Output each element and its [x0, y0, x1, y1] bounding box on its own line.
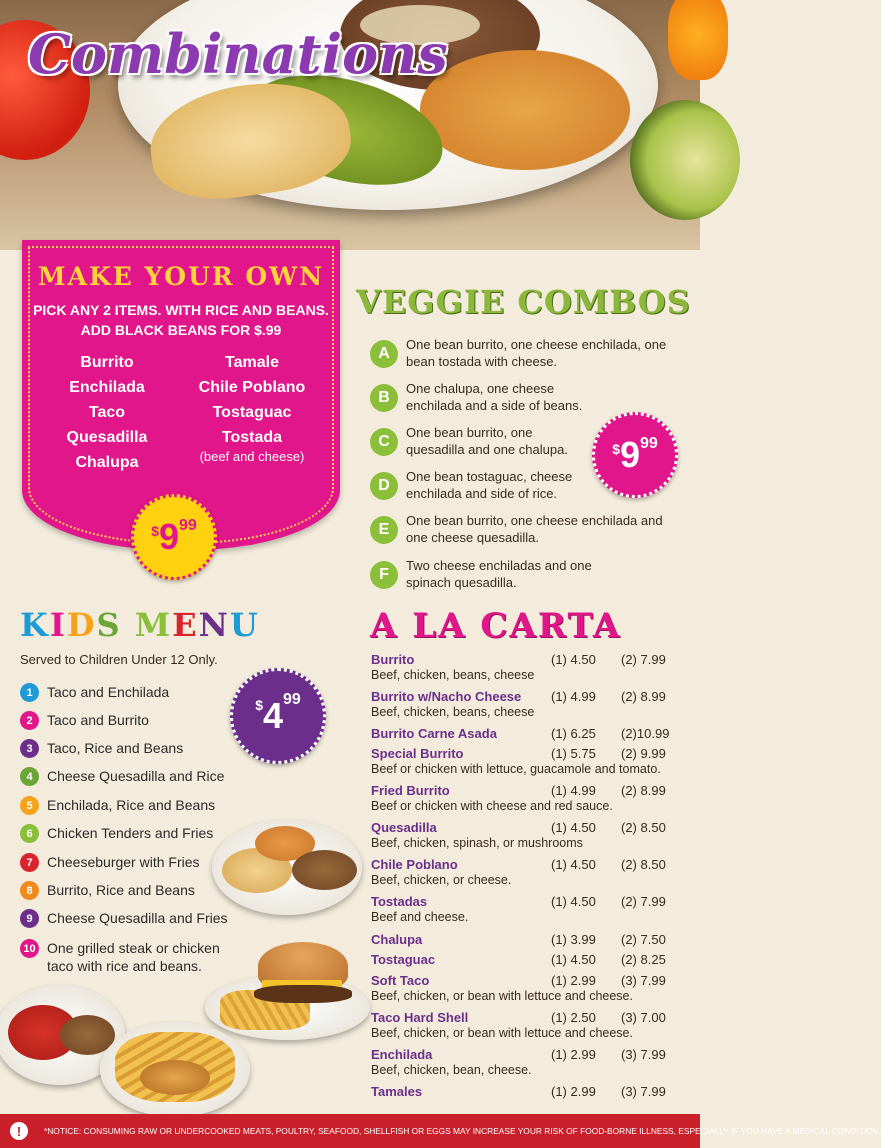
- carta-item-name: Burrito: [371, 652, 415, 667]
- price-dollar: $: [612, 441, 620, 457]
- subtitle-line: PICK ANY 2 ITEMS. WITH RICE AND BEANS.: [33, 302, 329, 318]
- number-badge: 6: [20, 824, 39, 843]
- carta-item-name: Quesadilla: [371, 820, 437, 835]
- kids-menu-item-text: Burrito, Rice and Beans: [47, 882, 195, 898]
- number-badge: 3: [20, 739, 39, 758]
- pepper-image: [668, 0, 728, 80]
- price-cents: 99: [640, 435, 658, 452]
- menu-item: Taco: [88, 404, 126, 421]
- letter-badge: B: [370, 384, 398, 412]
- kids-menu-item: [20, 739, 260, 758]
- kids-menu-item-text: Taco, Rice and Beans: [47, 740, 184, 756]
- price-single: (1) 4.50: [551, 857, 596, 872]
- chicken-tenders-image: [140, 1060, 210, 1095]
- hero-food-photo: [0, 0, 700, 250]
- make-your-own-left-column: [42, 350, 172, 475]
- kids-title-letter: I: [49, 606, 67, 644]
- carta-item: [371, 783, 691, 814]
- price-multi: (3) 7.00: [621, 1010, 666, 1025]
- price-multi: (2) 8.99: [621, 689, 666, 704]
- carta-item-description: Beef, chicken, or cheese.: [371, 873, 512, 887]
- carta-item-description: Beef or chicken with cheese and red sauce.: [371, 799, 613, 813]
- price-single: (1) 4.99: [551, 783, 596, 798]
- price-multi: (2) 8.50: [621, 857, 666, 872]
- price-multi: (2) 8.50: [621, 820, 666, 835]
- number-badge: 5: [20, 796, 39, 815]
- carta-item-header: [371, 726, 691, 742]
- veggie-item-text: One bean burrito, one cheese enchilada and one cheese quesadilla.: [406, 513, 663, 545]
- carta-item-description: Beef, chicken, or bean with lettuce and cheese.: [371, 989, 633, 1003]
- carta-item-header: [371, 689, 691, 705]
- number-badge: 8: [20, 881, 39, 900]
- carta-item-header: [371, 652, 691, 668]
- carta-item: [371, 952, 691, 968]
- carta-item-description: Beef, chicken, or bean with lettuce and cheese.: [371, 1026, 633, 1040]
- carta-item: [371, 1084, 691, 1100]
- kids-menu-item-text: Taco and Enchilada: [47, 684, 170, 700]
- carta-item: [371, 857, 691, 888]
- carta-item: [371, 932, 691, 948]
- carta-item-header: [371, 746, 691, 762]
- price-main: 4: [262, 695, 284, 736]
- price-multi: (3) 7.99: [621, 1084, 666, 1099]
- carta-item-header: [371, 783, 691, 799]
- carta-item-description: Beef, chicken, bean, cheese.: [371, 1063, 532, 1077]
- price-single: (1) 4.50: [551, 652, 596, 667]
- make-your-own-right-column: [182, 350, 322, 464]
- carta-item-header: [371, 1047, 691, 1063]
- number-badge: 1: [20, 683, 39, 702]
- kids-title-letter: U: [229, 606, 260, 644]
- letter-badge: C: [370, 428, 398, 456]
- carta-item-name: Tostaguac: [371, 952, 436, 967]
- price-cents: 99: [283, 691, 301, 708]
- kids-menu-subtitle: Served to Children Under 12 Only.: [20, 652, 218, 667]
- alert-icon: !: [10, 1122, 28, 1140]
- menu-item: Chile Poblano: [198, 379, 306, 396]
- kids-title-letter: [122, 606, 135, 644]
- kids-title-letter: S: [96, 606, 122, 644]
- make-your-own-price-badge: [131, 494, 217, 580]
- price-single: (1) 2.99: [551, 1047, 596, 1062]
- letter-badge: A: [370, 340, 398, 368]
- letter-badge: D: [370, 472, 398, 500]
- price-main: 9: [158, 516, 180, 557]
- price-single: (1) 2.99: [551, 1084, 596, 1099]
- menu-item: Tostaguac: [212, 404, 292, 421]
- price-single: (1) 2.50: [551, 1010, 596, 1025]
- carta-item-description: Beef or chicken with lettuce, guacamole and tomato.: [371, 762, 661, 776]
- kids-price-badge: [230, 668, 326, 764]
- veggie-item-text: Two cheese enchiladas and one spinach quesadilla.: [406, 558, 592, 590]
- veggie-combos-title: VEGGIE COMBOS: [356, 283, 691, 321]
- price-single: (1) 6.25: [551, 726, 596, 741]
- carta-item: [371, 1047, 691, 1078]
- page-title: Combinations: [28, 22, 448, 86]
- kids-title-letter: E: [172, 606, 199, 644]
- carta-item: [371, 689, 691, 720]
- menu-item: Chalupa: [75, 454, 139, 471]
- number-badge: 4: [20, 767, 39, 786]
- menu-item: Quesadilla: [66, 429, 148, 446]
- carta-item-name: Tostadas: [371, 894, 428, 909]
- price-dollar: $: [151, 523, 159, 539]
- kids-menu-item-text: One grilled steak or chicken taco with rice and beans.: [47, 940, 220, 974]
- carta-item: [371, 652, 691, 683]
- carta-item-description: Beef, chicken, beans, cheese: [371, 705, 535, 719]
- kids-menu-item: [20, 939, 250, 975]
- price-main: 9: [619, 434, 641, 475]
- carta-item-header: [371, 894, 691, 910]
- kids-menu-item: [20, 683, 260, 702]
- kids-title-letter: D: [66, 606, 97, 644]
- rice-image: [420, 50, 630, 170]
- make-your-own-subtitle: [22, 300, 340, 340]
- kids-menu-item-text: Cheeseburger with Fries: [47, 854, 200, 870]
- price-single: (1) 3.99: [551, 932, 596, 947]
- number-badge: 2: [20, 711, 39, 730]
- number-badge: 10: [20, 939, 39, 958]
- carta-item-header: [371, 932, 691, 948]
- carta-item-header: [371, 952, 691, 968]
- price-multi: (3) 7.99: [621, 973, 666, 988]
- beans-image: [292, 850, 357, 890]
- price-single: (1) 4.50: [551, 894, 596, 909]
- carta-item-description: Beef, chicken, spinash, or mushrooms: [371, 836, 583, 850]
- carta-item-name: Enchilada: [371, 1047, 433, 1062]
- carta-item-header: [371, 1084, 691, 1100]
- menu-item: Tostada: [221, 429, 283, 446]
- carta-item-name: Chalupa: [371, 932, 423, 947]
- carta-item: [371, 973, 691, 1004]
- letter-badge: F: [370, 561, 398, 589]
- carta-item: [371, 726, 691, 742]
- veggie-item-text: One bean tostaguac, cheese enchilada and side of rice.: [406, 469, 573, 501]
- price-multi: (3) 7.99: [621, 1047, 666, 1062]
- burger-patty-image: [254, 985, 352, 1003]
- price-multi: (2)10.99: [621, 726, 670, 741]
- veggie-item: [370, 380, 690, 414]
- veggie-item: [370, 336, 690, 370]
- subtitle-line: ADD BLACK BEANS FOR $.99: [80, 322, 282, 338]
- kids-title-letter: N: [198, 606, 230, 644]
- kids-menu-item-text: Taco and Burrito: [47, 712, 149, 728]
- avocado-image: [630, 100, 740, 220]
- a-la-carta-title: A LA CARTA: [370, 606, 622, 646]
- carta-item-description: Beef and cheese.: [371, 910, 469, 924]
- carta-item: [371, 894, 691, 925]
- footer-notice-text: *NOTICE: CONSUMING RAW OR UNDERCOOKED MEATS, POULTRY, SEAFOOD, SHELLFISH OR EGGS MAY INCREASE YOUR RISK OF FOOD-BORNE ILLNESS, ESPECIALLY IF YOU HAVE A MEDICAL CONDITION.: [44, 1126, 881, 1136]
- kids-menu-item: [20, 909, 260, 928]
- carta-item-description: Beef, chicken, beans, cheese: [371, 668, 535, 682]
- price-multi: (2) 7.99: [621, 652, 666, 667]
- carta-item-header: [371, 857, 691, 873]
- number-badge: 9: [20, 909, 39, 928]
- kids-menu-item-text: Cheese Quesadilla and Fries: [47, 910, 228, 926]
- price-multi: (2) 7.99: [621, 894, 666, 909]
- carta-item-name: Tamales: [371, 1084, 423, 1099]
- number-badge: 7: [20, 853, 39, 872]
- carta-item-name: Taco Hard Shell: [371, 1010, 469, 1025]
- kids-menu-item-text: Enchilada, Rice and Beans: [47, 797, 216, 813]
- price-multi: (2) 8.99: [621, 783, 666, 798]
- price-multi: (2) 8.25: [621, 952, 666, 967]
- carta-item-name: Chile Poblano: [371, 857, 458, 872]
- price-multi: (2) 7.50: [621, 932, 666, 947]
- veggie-item: [370, 557, 690, 591]
- kids-title-letter: M: [134, 606, 173, 644]
- kids-menu-item: [20, 767, 260, 786]
- price-single: (1) 4.50: [551, 952, 596, 967]
- price-multi: (2) 9.99: [621, 746, 666, 761]
- veggie-item: [370, 512, 690, 546]
- veggie-item-text: One bean burrito, one cheese enchilada, one bean tostada with cheese.: [406, 337, 667, 369]
- kids-menu-item-text: Cheese Quesadilla and Rice: [47, 768, 225, 784]
- kids-menu-item: [20, 711, 260, 730]
- menu-item: Burrito: [80, 354, 134, 371]
- kids-title-letter: K: [20, 606, 50, 644]
- carta-item-header: [371, 820, 691, 836]
- carta-item-name: Burrito Carne Asada: [371, 726, 497, 741]
- carta-item-name: Burrito w/Nacho Cheese: [371, 689, 522, 704]
- kids-menu-item: [20, 796, 260, 815]
- kids-menu-title: [20, 606, 260, 644]
- price-single: (1) 4.50: [551, 820, 596, 835]
- veggie-item-text: One chalupa, one cheese enchilada and a side of beans.: [406, 381, 583, 413]
- price-dollar: $: [255, 697, 263, 713]
- make-your-own-title: MAKE YOUR OWN: [37, 262, 325, 291]
- menu-item-note: (beef and cheese): [199, 449, 305, 464]
- carta-item-name: Special Burrito: [371, 746, 464, 761]
- carta-item: [371, 1010, 691, 1041]
- menu-item: Enchilada: [69, 379, 145, 396]
- kids-menu-item-text: Chicken Tenders and Fries: [47, 825, 214, 841]
- carta-item-name: Soft Taco: [371, 973, 430, 988]
- veggie-price-badge: [592, 412, 678, 498]
- carta-item-header: [371, 973, 691, 989]
- veggie-item-text: One bean burrito, one quesadilla and one chalupa.: [406, 425, 568, 457]
- letter-badge: E: [370, 516, 398, 544]
- footer-notice-bar: [0, 1114, 881, 1148]
- price-single: (1) 2.99: [551, 973, 596, 988]
- price-single: (1) 5.75: [551, 746, 596, 761]
- carta-item: [371, 820, 691, 851]
- menu-item: Tamale: [225, 354, 279, 371]
- carta-item-name: Fried Burrito: [371, 783, 450, 798]
- carta-item-header: [371, 1010, 691, 1026]
- carta-item: [371, 746, 691, 777]
- price-single: (1) 4.99: [551, 689, 596, 704]
- price-cents: 99: [179, 517, 197, 534]
